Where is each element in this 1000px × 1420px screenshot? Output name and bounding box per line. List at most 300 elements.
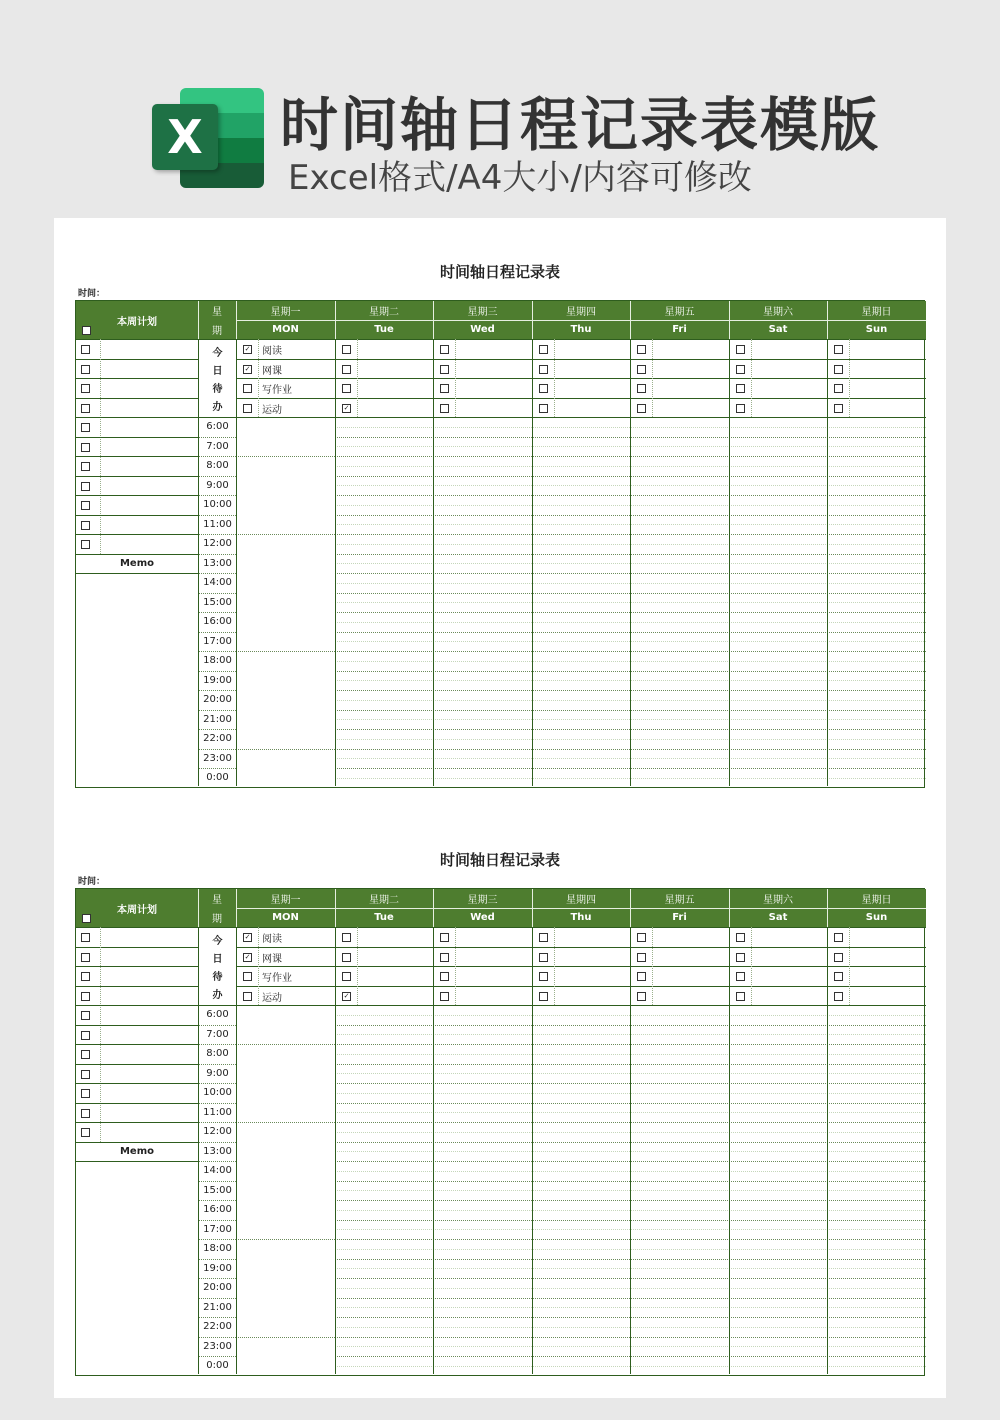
- plan-checkbox[interactable]: [81, 404, 90, 413]
- todo-task-label: 写作业: [262, 973, 292, 984]
- todo-checkbox[interactable]: [637, 953, 646, 962]
- plan-checkbox[interactable]: [81, 1070, 90, 1079]
- todo-checkbox[interactable]: [342, 345, 351, 354]
- todo-checkbox[interactable]: [834, 972, 843, 981]
- row-line: [236, 986, 926, 987]
- plan-checkbox[interactable]: [81, 1011, 90, 1020]
- row-line: [76, 534, 198, 535]
- todo-checkbox[interactable]: [440, 365, 449, 374]
- todo-checkbox[interactable]: [440, 404, 449, 413]
- row-line: [76, 1083, 198, 1084]
- column-line: [630, 339, 631, 786]
- banner-title: 时间轴日程记录表模版: [280, 91, 881, 159]
- hour-line: [198, 1142, 236, 1143]
- column-line: [630, 927, 631, 1374]
- todo-checkbox[interactable]: ✓: [244, 952, 251, 961]
- hour-line: [198, 612, 236, 613]
- day-header-en: Wed: [433, 320, 532, 339]
- hour-line: [198, 1317, 236, 1318]
- todo-checkbox[interactable]: ✓: [343, 991, 350, 1000]
- row-line: [76, 927, 926, 928]
- todo-task-label: 网课: [262, 953, 282, 965]
- row-line: [76, 456, 198, 457]
- todo-checkbox[interactable]: [736, 972, 745, 981]
- todo-checkbox[interactable]: [539, 992, 548, 1001]
- plan-checkbox[interactable]: [81, 972, 90, 981]
- day-header-cn: 星期四: [532, 301, 630, 320]
- todo-checkbox[interactable]: [342, 953, 351, 962]
- monday-block-line: [236, 1122, 335, 1123]
- todo-label-char: 日: [212, 366, 223, 377]
- hour-label: 23:00: [203, 752, 232, 764]
- day-header-en: Sat: [729, 908, 827, 927]
- checkbox[interactable]: [82, 914, 91, 923]
- plan-checkbox[interactable]: [81, 365, 90, 374]
- hour-line: [198, 768, 236, 769]
- hour-label: 0:00: [206, 772, 229, 783]
- hour-label: 11:00: [203, 518, 232, 530]
- column-line: [433, 927, 434, 1374]
- time-label: 时间：: [78, 877, 106, 887]
- hour-line: [198, 534, 236, 535]
- plan-checkbox[interactable]: [81, 423, 90, 432]
- plan-checkbox[interactable]: [81, 1050, 90, 1059]
- todo-checkbox[interactable]: [637, 933, 646, 942]
- schedule-sheet: [75, 846, 925, 1378]
- header-divider: [236, 908, 926, 909]
- hour-line: [198, 1025, 236, 1026]
- hour-line: [198, 495, 236, 496]
- day-header-cn: 星期一: [236, 301, 335, 320]
- hour-label: 13:00: [203, 1145, 232, 1157]
- day-header-en: Sat: [729, 320, 827, 339]
- hour-label: 9:00: [206, 1067, 229, 1079]
- column-line: [532, 927, 533, 1374]
- day-header-cn: 星期五: [630, 889, 729, 908]
- todo-inner-divider: [652, 927, 653, 1005]
- hour-label: 11:00: [203, 1106, 232, 1118]
- row-line: [76, 1005, 926, 1006]
- header-col-divider: [236, 301, 237, 339]
- hour-line: [198, 476, 236, 477]
- todo-checkbox[interactable]: [834, 345, 843, 354]
- todo-checkbox[interactable]: [834, 992, 843, 1001]
- todo-inner-divider: [554, 927, 555, 1005]
- hour-line: [198, 651, 236, 652]
- todo-checkbox[interactable]: [440, 933, 449, 942]
- plan-header: 本周计划: [76, 301, 198, 339]
- hour-label: 23:00: [203, 1340, 232, 1352]
- day-header-cn: 星期二: [335, 301, 433, 320]
- plan-inner-divider: [100, 927, 101, 1142]
- hour-label: 19:00: [203, 1262, 232, 1274]
- hour-line: [198, 1103, 236, 1104]
- todo-checkbox[interactable]: [243, 404, 252, 413]
- header-col-divider: [433, 889, 434, 927]
- plan-inner-divider: [100, 339, 101, 554]
- row-line: [76, 495, 198, 496]
- todo-checkbox[interactable]: [243, 384, 252, 393]
- hour-label: 22:00: [203, 733, 232, 744]
- hour-label: 8:00: [206, 460, 229, 471]
- header-col-divider: [335, 889, 336, 927]
- todo-checkbox[interactable]: [736, 345, 745, 354]
- day-header-cn: 星期六: [729, 301, 827, 320]
- monday-block-line: [236, 534, 335, 535]
- banner: [0, 0, 1000, 218]
- todo-checkbox[interactable]: [736, 992, 745, 1001]
- todo-checkbox[interactable]: [736, 953, 745, 962]
- todo-checkbox[interactable]: [637, 972, 646, 981]
- todo-checkbox[interactable]: [736, 933, 745, 942]
- hour-label: 20:00: [203, 1282, 232, 1293]
- todo-label-char: 日: [212, 954, 223, 965]
- hour-line: [198, 710, 236, 711]
- hour-line: [198, 1356, 236, 1357]
- todo-label-char: 今: [212, 936, 223, 947]
- todo-checkbox[interactable]: [834, 953, 843, 962]
- time-label: 时间：: [78, 289, 106, 299]
- todo-inner-divider: [849, 339, 850, 417]
- day-header-en: Thu: [532, 908, 630, 927]
- schedule-sheet: [75, 258, 925, 790]
- weekday-header-top: 星: [198, 889, 236, 908]
- hour-label: 10:00: [203, 1087, 232, 1098]
- day-header-en: MON: [236, 908, 335, 927]
- header-col-divider: [433, 301, 434, 339]
- todo-checkbox[interactable]: [834, 933, 843, 942]
- sheet-title: 时间轴日程记录表: [439, 263, 560, 281]
- row-line: [76, 339, 926, 340]
- hour-line: [198, 1161, 236, 1162]
- row-line: [76, 966, 198, 967]
- day-header-cn: 星期三: [433, 889, 532, 908]
- todo-checkbox[interactable]: [539, 933, 548, 942]
- plan-checkbox[interactable]: [81, 384, 90, 393]
- hour-line: [198, 1298, 236, 1299]
- todo-label-char: 待: [212, 972, 223, 983]
- row-line: [76, 947, 198, 948]
- hour-label: 8:00: [206, 1048, 229, 1059]
- day-header-en: Wed: [433, 908, 532, 927]
- sheet-title: 时间轴日程记录表: [439, 851, 560, 869]
- hour-label: 0:00: [206, 1360, 229, 1371]
- plan-checkbox[interactable]: [81, 462, 90, 471]
- weekday-header-bottom: 期: [198, 320, 236, 339]
- hour-line: [198, 1181, 236, 1182]
- hour-label: 15:00: [203, 596, 232, 608]
- todo-checkbox[interactable]: [637, 384, 646, 393]
- hour-line: [198, 1083, 236, 1084]
- schedule-grid: [75, 888, 925, 1376]
- todo-checkbox[interactable]: [440, 384, 449, 393]
- todo-checkbox[interactable]: [637, 404, 646, 413]
- excel-icon-letter: X: [152, 104, 218, 170]
- column-line: [532, 339, 533, 786]
- hour-label: 16:00: [203, 1204, 232, 1215]
- hour-line: [198, 671, 236, 672]
- todo-checkbox[interactable]: [243, 972, 252, 981]
- column-line: [236, 927, 237, 1374]
- row-line: [76, 1064, 198, 1065]
- plan-header: 本周计划: [76, 889, 198, 927]
- hour-line: [198, 632, 236, 633]
- row-line: [76, 515, 198, 516]
- row-line: [76, 476, 198, 477]
- todo-checkbox[interactable]: [834, 404, 843, 413]
- day-header-en: Fri: [630, 908, 729, 927]
- hour-line: [198, 1044, 236, 1045]
- row-line: [236, 378, 926, 379]
- hour-label: 18:00: [203, 1243, 232, 1254]
- plan-checkbox[interactable]: [81, 933, 90, 942]
- header-col-divider: [532, 301, 533, 339]
- hour-line: [198, 690, 236, 691]
- hour-label: 7:00: [206, 440, 229, 452]
- plan-checkbox[interactable]: [81, 345, 90, 354]
- plan-checkbox[interactable]: [81, 443, 90, 452]
- todo-checkbox[interactable]: [342, 365, 351, 374]
- hour-line: [198, 515, 236, 516]
- weekday-header-bottom: 期: [198, 908, 236, 927]
- todo-label-char: 待: [212, 384, 223, 395]
- row-line: [236, 947, 926, 948]
- hour-line: [198, 573, 236, 574]
- todo-checkbox[interactable]: [637, 365, 646, 374]
- todo-checkbox[interactable]: [539, 384, 548, 393]
- column-line: [827, 339, 828, 786]
- header-col-divider: [729, 301, 730, 339]
- day-header-cn: 星期六: [729, 889, 827, 908]
- hour-label: 18:00: [203, 655, 232, 666]
- schedule-grid: [75, 300, 925, 788]
- todo-inner-divider: [258, 339, 259, 417]
- row-line: [76, 986, 198, 987]
- hour-line: [198, 1337, 236, 1338]
- memo-label: Memo: [119, 1145, 155, 1157]
- hour-label: 14:00: [203, 1165, 232, 1176]
- row-line: [76, 1103, 198, 1104]
- plan-checkbox[interactable]: [81, 540, 90, 549]
- todo-task-label: 写作业: [262, 385, 292, 396]
- monday-block-line: [236, 456, 335, 457]
- todo-task-label: 阅读: [262, 934, 282, 945]
- todo-checkbox[interactable]: [539, 972, 548, 981]
- day-header-cn: 星期五: [630, 301, 729, 320]
- plan-checkbox[interactable]: [81, 1109, 90, 1118]
- header-col-divider: [630, 301, 631, 339]
- todo-task-label: 运动: [262, 404, 282, 416]
- plan-checkbox[interactable]: [81, 1089, 90, 1098]
- todo-checkbox[interactable]: [834, 384, 843, 393]
- column-line: [729, 339, 730, 786]
- todo-checkbox[interactable]: ✓: [244, 933, 251, 941]
- todo-inner-divider: [357, 927, 358, 1005]
- banner-subtitle: Excel格式/A4大小/内容可修改: [288, 158, 752, 198]
- day-header-en: Thu: [532, 320, 630, 339]
- monday-block-line: [236, 1239, 335, 1240]
- column-line: [198, 339, 199, 786]
- todo-checkbox[interactable]: [342, 933, 351, 942]
- todo-task-label: 运动: [262, 992, 282, 1004]
- day-header-cn: 星期三: [433, 301, 532, 320]
- todo-label-char: 办: [212, 990, 223, 1001]
- column-line: [236, 339, 237, 786]
- todo-checkbox[interactable]: [440, 992, 449, 1001]
- todo-inner-divider: [652, 339, 653, 417]
- todo-checkbox[interactable]: [637, 992, 646, 1001]
- todo-checkbox[interactable]: [243, 992, 252, 1001]
- column-line: [827, 927, 828, 1374]
- todo-checkbox[interactable]: [736, 365, 745, 374]
- hour-label: 15:00: [203, 1184, 232, 1196]
- plan-checkbox[interactable]: [81, 521, 90, 530]
- plan-checkbox[interactable]: [81, 1128, 90, 1137]
- todo-checkbox[interactable]: [539, 365, 548, 374]
- row-line: [76, 1122, 198, 1123]
- monday-block-line: [236, 1337, 335, 1338]
- hour-line: [198, 554, 236, 555]
- column-line: [729, 927, 730, 1374]
- row-line: [236, 966, 926, 967]
- hour-label: 20:00: [203, 694, 232, 705]
- todo-checkbox[interactable]: [736, 384, 745, 393]
- weekday-header-top: 星: [198, 301, 236, 320]
- row-line: [236, 398, 926, 399]
- plan-checkbox[interactable]: [81, 953, 90, 962]
- hour-label: 9:00: [206, 479, 229, 491]
- row-line: [76, 398, 198, 399]
- day-header-en: Tue: [335, 320, 433, 339]
- monday-block-line: [236, 1044, 335, 1045]
- todo-checkbox[interactable]: [736, 404, 745, 413]
- header-col-divider: [827, 301, 828, 339]
- monday-block-line: [236, 651, 335, 652]
- header-col-divider: [198, 301, 199, 339]
- todo-inner-divider: [455, 339, 456, 417]
- todo-checkbox[interactable]: [637, 345, 646, 354]
- hour-line: [198, 1200, 236, 1201]
- day-header-cn: 星期一: [236, 889, 335, 908]
- todo-inner-divider: [554, 339, 555, 417]
- day-header-en: Sun: [827, 320, 926, 339]
- checkbox[interactable]: [82, 326, 91, 335]
- day-header-cn: 星期日: [827, 301, 926, 320]
- todo-inner-divider: [258, 927, 259, 1005]
- row-line: [76, 359, 198, 360]
- hour-line: [198, 1122, 236, 1123]
- hour-label: 7:00: [206, 1028, 229, 1040]
- day-header-en: Fri: [630, 320, 729, 339]
- header-col-divider: [827, 889, 828, 927]
- hour-line: [198, 1259, 236, 1260]
- day-header-en: MON: [236, 320, 335, 339]
- todo-inner-divider: [751, 339, 752, 417]
- todo-checkbox[interactable]: [342, 384, 351, 393]
- todo-checkbox[interactable]: [342, 972, 351, 981]
- row-line: [76, 417, 926, 418]
- todo-inner-divider: [849, 927, 850, 1005]
- plan-checkbox[interactable]: [81, 482, 90, 491]
- column-line: [198, 927, 199, 1374]
- hour-label: 13:00: [203, 557, 232, 569]
- hour-label: 22:00: [203, 1321, 232, 1332]
- todo-checkbox[interactable]: ✓: [343, 403, 350, 412]
- todo-checkbox[interactable]: [834, 365, 843, 374]
- todo-checkbox[interactable]: [539, 345, 548, 354]
- hour-line: [198, 1278, 236, 1279]
- hour-label: 16:00: [203, 616, 232, 627]
- todo-checkbox[interactable]: [440, 972, 449, 981]
- todo-task-label: 阅读: [262, 346, 282, 357]
- todo-checkbox[interactable]: [539, 404, 548, 413]
- column-line: [335, 339, 336, 786]
- excel-icon: [152, 88, 264, 188]
- hour-label: 17:00: [203, 635, 232, 647]
- todo-checkbox[interactable]: [440, 953, 449, 962]
- hour-line: [198, 437, 236, 438]
- memo-area[interactable]: [76, 574, 198, 786]
- row-line: [76, 1025, 198, 1026]
- monday-block-line: [236, 749, 335, 750]
- hour-label: 21:00: [203, 1301, 232, 1313]
- plan-checkbox[interactable]: [81, 501, 90, 510]
- memo-area[interactable]: [76, 1162, 198, 1374]
- hour-label: 14:00: [203, 577, 232, 588]
- todo-task-label: 网课: [262, 365, 282, 377]
- day-header-cn: 星期二: [335, 889, 433, 908]
- plan-checkbox[interactable]: [81, 992, 90, 1001]
- todo-inner-divider: [357, 339, 358, 417]
- row-line: [76, 378, 198, 379]
- hour-line: [198, 1239, 236, 1240]
- hour-line: [198, 456, 236, 457]
- day-header-cn: 星期日: [827, 889, 926, 908]
- todo-checkbox[interactable]: [539, 953, 548, 962]
- hour-line: [198, 1064, 236, 1065]
- todo-checkbox[interactable]: [440, 345, 449, 354]
- hour-label: 10:00: [203, 499, 232, 510]
- hour-label: 12:00: [203, 1126, 232, 1137]
- hour-label: 6:00: [206, 421, 229, 432]
- header-col-divider: [532, 889, 533, 927]
- hour-label: 6:00: [206, 1009, 229, 1020]
- hour-line: [198, 729, 236, 730]
- header-col-divider: [729, 889, 730, 927]
- header-col-divider: [335, 301, 336, 339]
- todo-checkbox[interactable]: ✓: [244, 364, 251, 373]
- hour-line: [198, 749, 236, 750]
- hour-label: 12:00: [203, 538, 232, 549]
- header-col-divider: [236, 889, 237, 927]
- day-header-en: Sun: [827, 908, 926, 927]
- row-line: [76, 437, 198, 438]
- hour-label: 19:00: [203, 674, 232, 686]
- plan-checkbox[interactable]: [81, 1031, 90, 1040]
- column-line: [335, 927, 336, 1374]
- todo-label-char: 今: [212, 348, 223, 359]
- hour-line: [198, 1220, 236, 1221]
- hour-line: [198, 593, 236, 594]
- todo-checkbox[interactable]: ✓: [244, 345, 251, 353]
- header-col-divider: [198, 889, 199, 927]
- day-header-cn: 星期四: [532, 889, 630, 908]
- hour-label: 17:00: [203, 1223, 232, 1235]
- hour-label: 21:00: [203, 713, 232, 725]
- memo-label: Memo: [119, 557, 155, 569]
- header-divider: [236, 320, 926, 321]
- row-line: [236, 359, 926, 360]
